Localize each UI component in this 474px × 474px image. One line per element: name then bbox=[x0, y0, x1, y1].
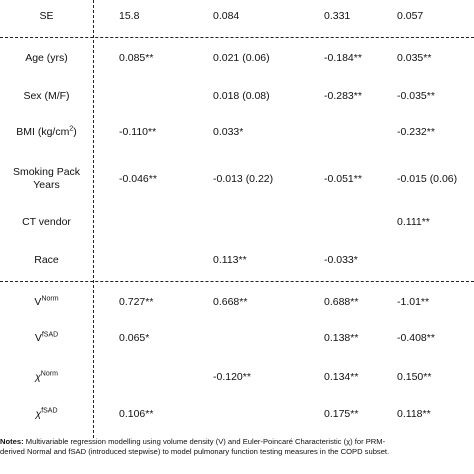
cell-value: -0.033* bbox=[324, 254, 358, 266]
row-label bbox=[0, 332, 93, 345]
table-row bbox=[0, 48, 474, 68]
table-row bbox=[0, 292, 474, 312]
cell-value: 0.057 bbox=[397, 10, 424, 22]
cell-value: 0.175** bbox=[324, 408, 359, 420]
row-label: CT vendor bbox=[22, 215, 71, 228]
cell-value: -1.01** bbox=[397, 296, 430, 308]
cell-value: 0.118** bbox=[397, 408, 431, 420]
row-label bbox=[0, 408, 93, 421]
cell-value: 0.065* bbox=[119, 332, 150, 344]
notes-line-1 bbox=[0, 437, 474, 447]
table-row bbox=[0, 212, 474, 232]
notes-text: Multivariable regression modelling using volume density (V) and Euler-Poincaré Characteristic (χ) for PRM- bbox=[25, 437, 386, 446]
label-main: χ bbox=[35, 370, 41, 383]
label-main: χ bbox=[35, 407, 42, 420]
cell-value: 0.084 bbox=[213, 10, 240, 22]
label-end: ) bbox=[73, 125, 77, 138]
cell-value: 0.668** bbox=[213, 296, 248, 308]
cell-value: 0.688** bbox=[324, 296, 359, 308]
table-row bbox=[0, 166, 474, 192]
cell-value: 0.018 (0.08) bbox=[213, 90, 270, 102]
row-label: Smoking Pack Years bbox=[12, 166, 81, 191]
label-superscript: Norm bbox=[40, 370, 58, 377]
cell-value: 0.150** bbox=[397, 371, 432, 383]
label-superscript: 2 bbox=[69, 125, 74, 132]
cell-value: 0.021 (0.06) bbox=[213, 52, 270, 64]
cell-value: 0.035** bbox=[397, 52, 432, 64]
cell-value: -0.051** bbox=[324, 173, 362, 185]
row-divider bbox=[0, 37, 474, 38]
label-superscript: fSAD bbox=[41, 331, 59, 338]
table-row bbox=[0, 250, 474, 270]
cell-value: -0.408** bbox=[397, 332, 435, 344]
row-divider bbox=[0, 281, 474, 282]
table-notes bbox=[0, 437, 474, 474]
cell-value: -0.283** bbox=[324, 90, 362, 102]
row-label: Race bbox=[34, 253, 59, 266]
cell-value: 0.134** bbox=[324, 371, 359, 383]
label-superscript: fSAD bbox=[41, 407, 58, 414]
cell-value: -0.046** bbox=[119, 173, 157, 185]
table-row bbox=[0, 122, 474, 142]
cell-value: 0.106** bbox=[119, 408, 154, 420]
cell-value: 0.033* bbox=[213, 126, 244, 138]
cell-value: 0.085** bbox=[119, 52, 154, 64]
cell-value: -0.184** bbox=[324, 52, 362, 64]
row-label: Sex (M/F) bbox=[23, 89, 70, 102]
table-row bbox=[0, 404, 474, 424]
row-label bbox=[0, 126, 93, 139]
row-label: Age (yrs) bbox=[25, 51, 68, 64]
table-row bbox=[0, 6, 474, 26]
cell-value: -0.110** bbox=[119, 126, 157, 138]
notes-line-2: derived Normal and fSAD (introduced stepwise) to model pulmonary function testing measures in the COPD subset. bbox=[0, 446, 390, 456]
row-label bbox=[0, 296, 93, 309]
cell-value: -0.013 (0.22) bbox=[213, 173, 274, 185]
cell-value: -0.120** bbox=[213, 371, 251, 383]
label-main: BMI (kg/cm bbox=[16, 125, 70, 138]
table-row bbox=[0, 86, 474, 106]
cell-value: -0.232** bbox=[397, 126, 435, 138]
cell-value: -0.015 (0.06) bbox=[397, 173, 458, 185]
cell-value: 0.331 bbox=[324, 10, 351, 22]
table-row bbox=[0, 367, 474, 387]
cell-value: 0.727** bbox=[119, 296, 154, 308]
cell-value: -0.035** bbox=[397, 90, 435, 102]
cell-value: 0.111** bbox=[397, 216, 430, 228]
row-label: SE bbox=[39, 9, 54, 22]
cell-value: 15.8 bbox=[119, 10, 140, 22]
label-superscript: Norm bbox=[41, 295, 59, 302]
notes-heading: Notes: bbox=[0, 437, 24, 446]
label-main: V bbox=[34, 331, 42, 344]
cell-value: 0.138** bbox=[324, 332, 359, 344]
label-main: V bbox=[34, 295, 42, 308]
cell-value: 0.113** bbox=[213, 254, 247, 266]
table-row bbox=[0, 328, 474, 348]
row-label bbox=[0, 371, 93, 384]
